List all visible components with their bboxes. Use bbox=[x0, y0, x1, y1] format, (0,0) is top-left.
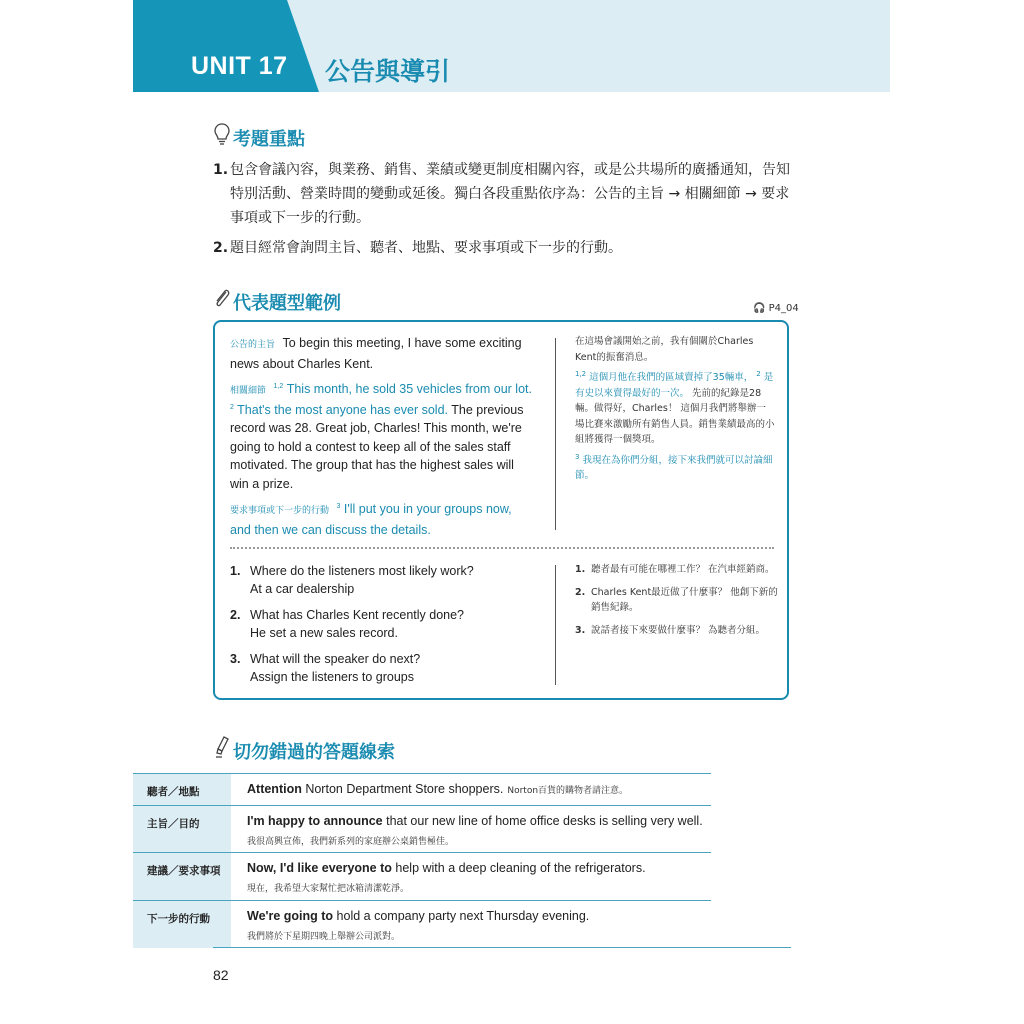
question-text: What will the speaker do next? bbox=[250, 652, 421, 666]
unit-number: UNIT 17 bbox=[191, 52, 288, 80]
question-translation-item bbox=[575, 623, 780, 638]
cue-sentence bbox=[247, 861, 646, 875]
section-tag: 相關細節 bbox=[230, 386, 267, 396]
question-number: 1. bbox=[230, 564, 241, 578]
clue-marker: 2 bbox=[230, 403, 234, 411]
translation-text: 先前的紀錄是28輛。做得好，Charles！ 這個月我們將舉辦一場比賽來激勵所有銷售人員。銷售業績最高的小組將獲得一個獎項。 bbox=[575, 387, 775, 445]
answer-text: He set a new sales record. bbox=[250, 626, 398, 640]
translation-paragraph bbox=[575, 453, 775, 484]
cue-row bbox=[133, 805, 711, 853]
question-translation-list bbox=[575, 562, 780, 646]
passage-paragraph bbox=[230, 500, 535, 539]
cue-label: 聽者／地點 bbox=[133, 774, 231, 820]
question-item bbox=[230, 606, 550, 642]
question-translation-text: 說話者接下來要做什麼事？ 為聽者分組。 bbox=[591, 625, 766, 636]
question-translation-item bbox=[575, 585, 780, 615]
headphones-icon: 🎧 bbox=[753, 303, 766, 314]
clue-marker: 1,2 bbox=[575, 369, 587, 378]
audio-track-id: P4_04 bbox=[768, 303, 799, 314]
highlighter-icon bbox=[213, 735, 231, 759]
question-number: 3. bbox=[575, 625, 586, 636]
key-points-list bbox=[213, 158, 793, 266]
question-translation-text: Charles Kent最近做了什麼事？ 他創下新的銷售紀錄。 bbox=[591, 587, 778, 613]
cue-sentence bbox=[247, 909, 589, 923]
cue-sentence bbox=[247, 814, 703, 828]
lightbulb-icon bbox=[213, 122, 231, 146]
point-number: 1. bbox=[213, 162, 229, 178]
cue-text: hold a company party next Thursday evening. bbox=[333, 909, 590, 923]
question-number: 1. bbox=[575, 564, 586, 575]
question-translation-item bbox=[575, 562, 780, 577]
cue-translation: 現在，我希望大家幫忙把冰箱清潔乾淨。 bbox=[247, 884, 410, 894]
book-page bbox=[133, 0, 890, 1024]
cue-translation: 我們將於下星期四晚上舉辦公司派對。 bbox=[247, 932, 401, 942]
divider bbox=[555, 565, 556, 685]
cues-heading: 切勿錯過的答題線索 bbox=[233, 742, 395, 763]
passage-text: The previous record was 28. Great job, Charles! This month, we're going to hold a contest to keep all of the sales staff motivated. The group that has the highest sales will win a prize. bbox=[230, 402, 524, 491]
answer-text: Assign the listeners to groups bbox=[250, 670, 414, 684]
example-heading: 代表題型範例 bbox=[233, 293, 341, 314]
cue-sentence bbox=[247, 782, 628, 796]
key-points-heading: 考題重點 bbox=[233, 129, 305, 150]
clue-text: 我現在為你們分組，接下來我們就可以討論細節。 bbox=[575, 454, 773, 481]
cue-keyword: We're going to bbox=[247, 909, 334, 923]
key-point-item bbox=[213, 158, 793, 230]
cue-row bbox=[133, 900, 711, 948]
clue-marker: 1,2 bbox=[273, 382, 284, 390]
section-tag: 要求事項或下一步的行動 bbox=[230, 506, 330, 516]
cue-label: 下一步的行動 bbox=[133, 901, 231, 948]
cue-keyword: I'm happy to announce bbox=[247, 814, 383, 828]
section-tag: 公告的主旨 bbox=[230, 340, 276, 350]
dotted-divider bbox=[230, 547, 774, 549]
table-bottom-rule bbox=[213, 947, 791, 948]
divider bbox=[555, 338, 556, 530]
example-box bbox=[213, 320, 789, 700]
clue-text: I'll put you in your groups now, and then we can discuss the details. bbox=[230, 502, 512, 537]
clue-marker: 2 bbox=[756, 369, 761, 378]
clue-marker: 3 bbox=[575, 452, 580, 461]
translation-paragraph bbox=[575, 334, 775, 365]
clue-text: This month, he sold 35 vehicles from our lot. bbox=[286, 382, 532, 396]
clue-text: 這個月他在我們的區域賣掉了35輛車， bbox=[589, 372, 754, 383]
cue-translation: 我很高興宣佈，我們新系列的家庭辦公桌銷售極佳。 bbox=[247, 837, 455, 847]
translation-paragraph bbox=[575, 370, 775, 448]
translation-text: 在這場會議開始之前，我有個關於Charles Kent的振奮消息。 bbox=[575, 336, 754, 363]
cue-keyword: Now, I'd like everyone to bbox=[247, 861, 392, 875]
question-item bbox=[230, 650, 550, 686]
question-item bbox=[230, 562, 550, 598]
passage-paragraph bbox=[230, 334, 535, 373]
cue-row bbox=[133, 852, 711, 901]
answer-text: At a car dealership bbox=[250, 582, 355, 596]
passage-paragraph bbox=[230, 380, 535, 493]
key-point-item bbox=[213, 236, 793, 260]
question-list bbox=[230, 562, 550, 694]
question-number: 2. bbox=[575, 587, 586, 598]
page-number: 82 bbox=[213, 967, 229, 983]
point-text: 包含會議內容，與業務、銷售、業績或變更制度相關內容，或是公共場所的廣播通知，告知特別活動、營業時間的變動或延後。獨白各段重點依序為：公告的主旨 → 相關細節 → 要求事項或下一步的行動。 bbox=[230, 162, 790, 226]
unit-title: 公告與導引 bbox=[325, 57, 451, 86]
passage-english bbox=[230, 334, 535, 546]
point-number: 2. bbox=[213, 240, 229, 256]
question-number: 3. bbox=[230, 652, 241, 666]
paperclip-icon bbox=[213, 286, 231, 310]
cue-text: Norton Department Store shoppers. bbox=[301, 782, 504, 796]
passage-translation bbox=[575, 334, 775, 489]
clue-text: That's the most anyone has ever sold. bbox=[237, 402, 448, 417]
cue-text: help with a deep cleaning of the refrigerators. bbox=[391, 861, 646, 875]
question-text: Where do the listeners most likely work? bbox=[250, 564, 474, 578]
question-translation-text: 聽者最有可能在哪裡工作？ 在汽車經銷商。 bbox=[591, 564, 775, 575]
question-number: 2. bbox=[230, 608, 241, 622]
cue-label: 主旨／目的 bbox=[133, 806, 231, 853]
passage-text: To begin this meeting, I have some exciting news about Charles Kent. bbox=[230, 336, 522, 371]
clue-marker: 3 bbox=[336, 502, 341, 510]
clue-text: 是有史以來賣得最好的一次。 bbox=[575, 372, 774, 399]
question-text: What has Charles Kent recently done? bbox=[250, 608, 465, 622]
cue-keyword: Attention bbox=[247, 782, 302, 796]
cue-translation: Norton百貨的購物者請注意。 bbox=[507, 786, 629, 796]
audio-track-label bbox=[753, 303, 799, 314]
cue-label: 建議／要求事項 bbox=[133, 853, 231, 901]
point-text: 題目經常會詢問主旨、聽者、地點、要求事項或下一步的行動。 bbox=[230, 240, 622, 256]
cue-text: that our new line of home office desks is selling very well. bbox=[382, 814, 703, 828]
